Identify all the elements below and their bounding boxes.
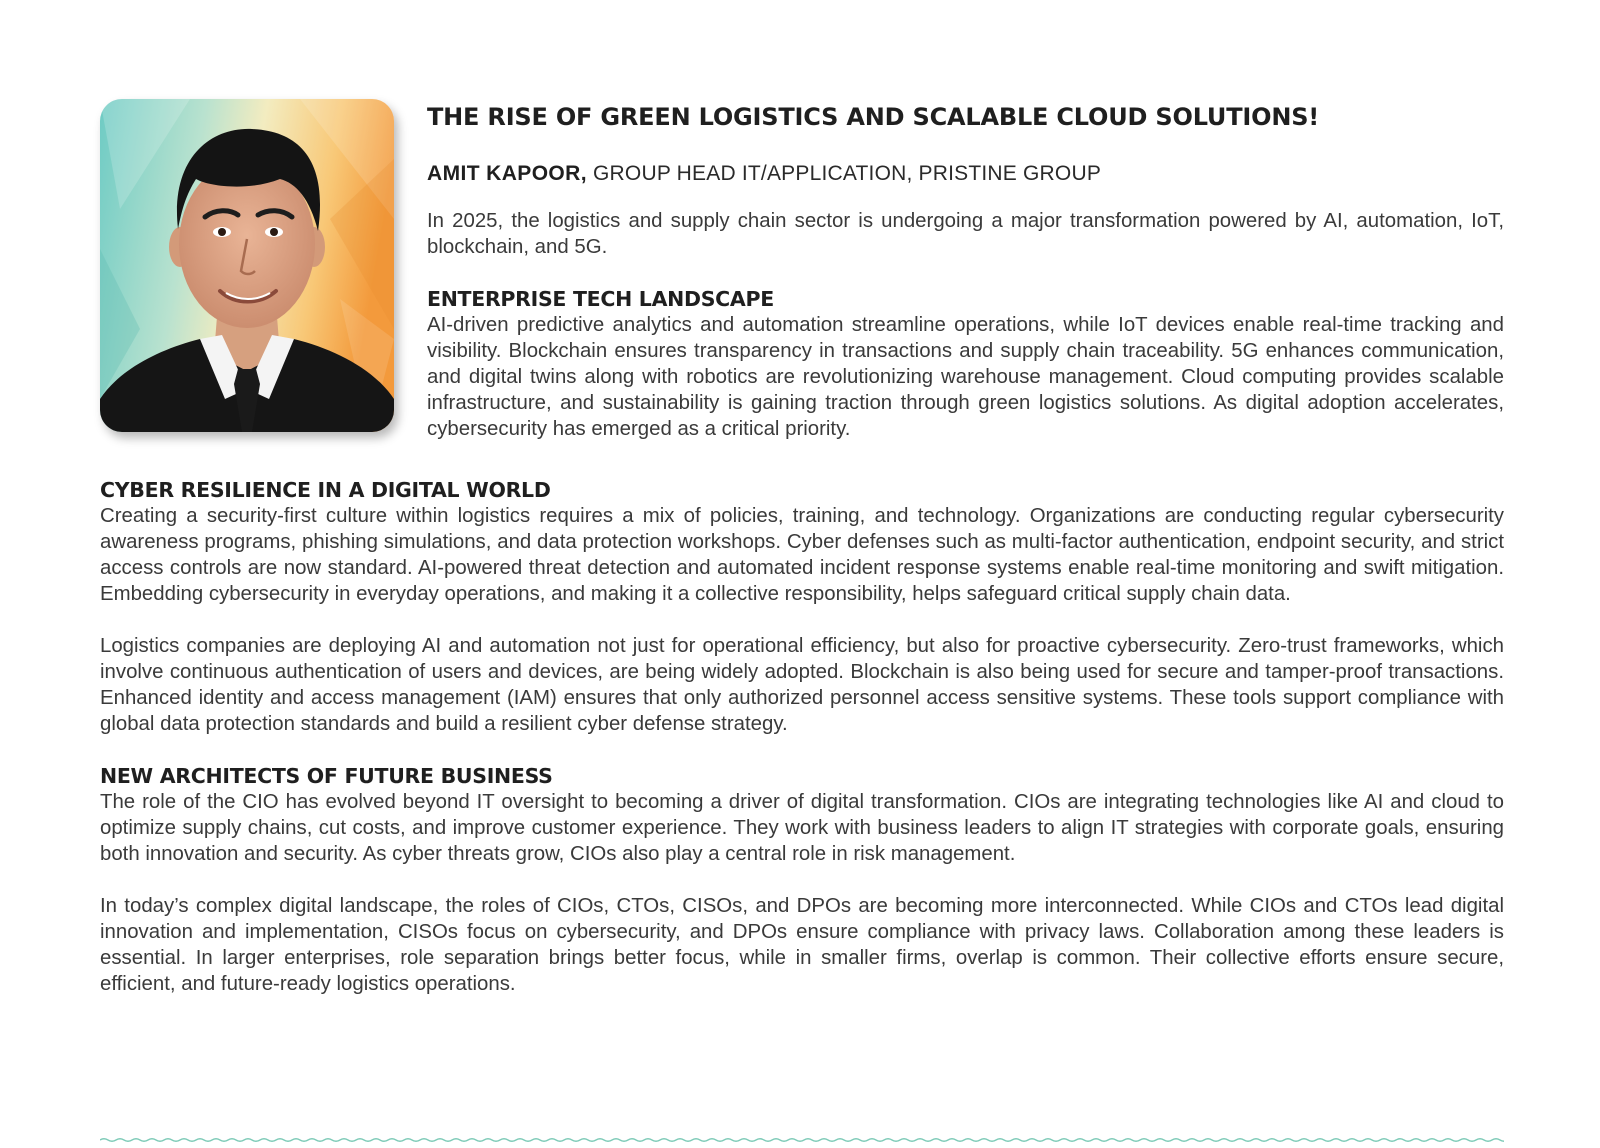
author-name: AMIT KAPOOR,	[427, 162, 587, 185]
footer-wave-divider	[100, 1130, 1504, 1136]
article-header	[427, 100, 1504, 442]
author-role: GROUP HEAD IT/APPLICATION, PRISTINE GROUP	[593, 162, 1102, 185]
section-heading-enterprise-tech: ENTERPRISE TECH LANDSCAPE	[427, 287, 774, 311]
section-paragraph-new-architects-1: The role of the CIO has evolved beyond IT oversight to becoming a driver of digital transformation. CIOs are integrating technologies like AI and cloud to optimize supply chains, cut costs, and improve customer experience. They work with business leaders to align IT strategies with corporate goals, ensuring both innovation and security. As cyber threats grow, CIOs also play a central role in risk management.	[100, 791, 1504, 865]
section-paragraph-cyber-resilience-2: Logistics companies are deploying AI and automation not just for operational efficiency, but also for proactive cybersecurity. Zero-trust frameworks, which involve continuous authentication of users and devices, are being widely adopted. Blockchain is also being used for secure and tamper-proof transactions. Enhanced identity and access management (IAM) ensures that only authorized personnel access sensitive systems. These tools support compliance with global data protection standards and build a resilient cyber defense strategy.	[100, 635, 1504, 735]
author-portrait	[100, 99, 394, 432]
section-heading-new-architects: NEW ARCHITECTS OF FUTURE BUSINESS	[100, 764, 553, 788]
section-paragraph-enterprise-tech: AI-driven predictive analytics and automation streamline operations, while IoT devices enable real-time tracking and visibility. Blockchain ensures transparency in transactions and supply chain traceability. 5G enhances communication, and digital twins along with robotics are revolutionizing warehouse management. Cloud computing provides scalable infrastructure, and sustainability is gaining traction through green logistics solutions. As digital adoption accelerates, cybersecurity has emerged as a critical priority.	[427, 314, 1504, 440]
byline	[427, 160, 1504, 188]
section-heading-cyber-resilience: CYBER RESILIENCE IN A DIGITAL WORLD	[100, 478, 551, 502]
wave-rule-icon	[100, 1137, 1504, 1143]
intro-paragraph: In 2025, the logistics and supply chain sector is undergoing a major transformation powered by AI, automation, IoT, blockchain, and 5G.	[427, 210, 1504, 258]
section-paragraph-new-architects-2: In today’s complex digital landscape, the roles of CIOs, CTOs, CISOs, and DPOs are becoming more interconnected. While CIOs and CTOs lead digital innovation and implementation, CISOs focus on cybersecurity, and DPOs ensure compliance with privacy laws. Collaboration among these leaders is essential. In larger enterprises, role separation brings better focus, while in smaller firms, overlap is common. Their collective efforts ensure secure, efficient, and future-ready logistics operations.	[100, 895, 1504, 995]
article-body	[100, 477, 1504, 997]
section-paragraph-cyber-resilience-1: Creating a security-first culture within logistics requires a mix of policies, training, and technology. Organizations are conducting regular cybersecurity awareness programs, phishing simulations, and data protection workshops. Cyber defenses such as multi-factor authentication, endpoint security, and strict access controls are now standard. AI-powered threat detection and automated incident response systems enable real-time monitoring and swift mitigation. Embedding cybersecurity in everyday operations, and making it a collective responsibility, helps safeguard critical supply chain data.	[100, 505, 1504, 605]
article-title: THE RISE OF GREEN LOGISTICS AND SCALABLE CLOUD SOLUTIONS!	[427, 103, 1320, 131]
